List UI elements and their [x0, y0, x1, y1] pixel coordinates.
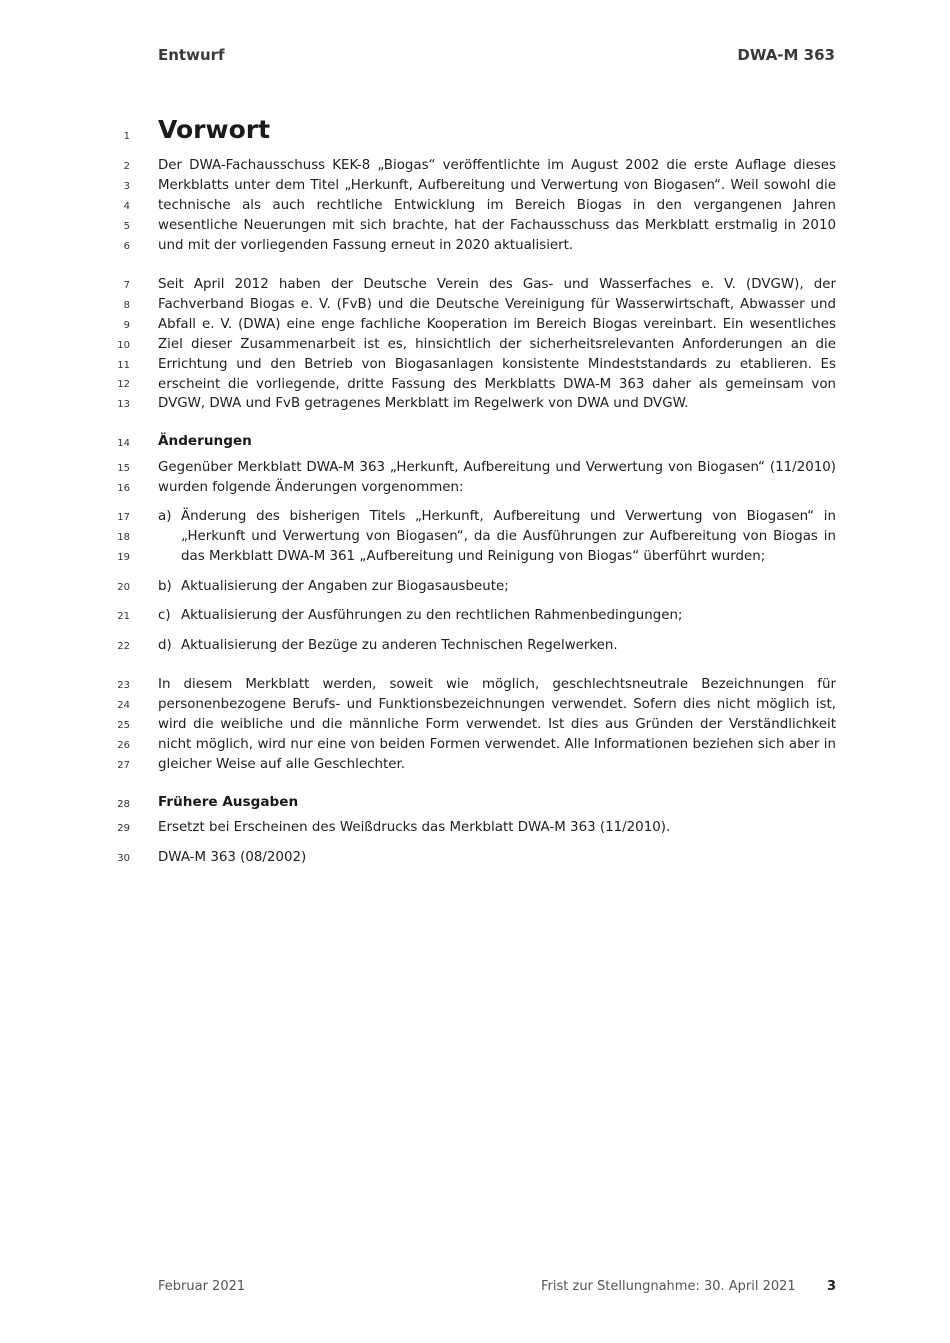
line-number: 14 [117, 438, 130, 449]
line-number: 6 [123, 241, 130, 252]
page-number: 3 [826, 1279, 836, 1294]
line-number: 1 [123, 131, 130, 142]
changes-intro: Gegenüber Merkblatt DWA-M 363 „Herkunft, Aufbereitung und Verwertung von Biogasen“ (11/2010) wurden folgende Änderungen vorgenommen: [158, 460, 836, 495]
list-item-label: b) [158, 579, 172, 594]
earlier-edition-2: DWA-M 363 (08/2002) [158, 850, 307, 865]
line-number: 26 [117, 740, 130, 751]
line-number: 28 [117, 799, 130, 810]
list-item-label: a) [158, 509, 172, 524]
line-number: 16 [117, 483, 130, 494]
list-item [158, 507, 836, 567]
line-number: 10 [117, 340, 130, 351]
page-title: Vorwort [158, 115, 271, 144]
line-number: 21 [117, 611, 130, 622]
paragraph-intro: Der DWA-Fachausschuss KEK-8 „Biogas“ veröffentlichte im August 2002 die erste Auflage dieses Merkblatts unter dem Titel „Herkunft, Aufbereitung und Verwertung von Biogasen“. Weil sowohl die technische als auch rechtliche Entwicklung im Bereich Biogas in den vergangenen Jahren wesentliche Neuerungen mit sich brachte, hat der Fachausschuss das Merkblatt erstmalig in 2010 und mit der vorliegenden Fassung erneut in 2020 aktualisiert. [158, 158, 836, 253]
line-number: 15 [117, 463, 130, 474]
line-number: 4 [123, 201, 130, 212]
line-number: 5 [123, 221, 130, 232]
line-number: 7 [123, 280, 130, 291]
line-number: 19 [117, 552, 130, 563]
earlier-edition-1: Ersetzt bei Erscheinen des Weißdrucks das Merkblatt DWA-M 363 (11/2010). [158, 820, 671, 835]
list-item-text: Aktualisierung der Ausführungen zu den rechtlichen Rahmenbedingungen; [181, 608, 683, 623]
list-item-text: Aktualisierung der Bezüge zu anderen Technischen Regelwerken. [181, 638, 618, 653]
line-number: 13 [117, 399, 130, 410]
line-number: 18 [117, 532, 130, 543]
line-number: 20 [117, 582, 130, 593]
header-document-id: DWA-M 363 [737, 46, 835, 64]
line-number: 22 [117, 641, 130, 652]
paragraph-cooperation: Seit April 2012 haben der Deutsche Verein des Gas- und Wasserfaches e. V. (DVGW), der Fachverband Biogas e. V. (FvB) und die Deutsche Vereinigung für Wasserwirtschaft, Abwasser und Abfall e. V. (DWA) eine enge fachliche Kooperation im Bereich Biogas vereinbart. Ein wesentliches Ziel dieser Zusammenarbeit ist es, hinsichtlich der sicherheitsrelevanten Anforderungen an die Errichtung und den Betrieb von Biogasanlagen konsistente Mindeststandards zu etablieren. Es erscheint die vorliegende, dritte Fassung des Merkblatts DWA-M 363 daher als gemeinsam von DVGW, DWA und FvB getragenes Merkblatt im Regelwerk von DWA und DVGW. [158, 277, 836, 412]
line-number: 29 [117, 823, 130, 834]
header-draft-label: Entwurf [158, 46, 225, 64]
list-item [158, 636, 836, 656]
list-item-text: Änderung des bisherigen Titels „Herkunft, Aufbereitung und Verwertung von Biogasen“ in „Herkunft und Verwertung von Biogasen“, da die Ausführungen zur Aufbereitung von Biogas in das Merkblatt DWA-M 361 „Aufbereitung und Reinigung von Biogas“ überführt wurden; [181, 509, 836, 564]
footer-deadline: Frist zur Stellungnahme: 30. April 2021 [541, 1279, 796, 1294]
paragraph-gender-neutral: In diesem Merkblatt werden, soweit wie möglich, geschlechtsneutrale Bezeichnungen für personenbezogene Berufs- und Funktionsbezeichnungen verwendet. Sofern dies nicht möglich ist, wird die weibliche und die männliche Form verwendet. Ist dies aus Gründen der Verständlichkeit nicht möglich, wird nur eine von beiden Formen verwendet. Alle Informationen beziehen sich aber in gleicher Weise auf alle Geschlechter. [158, 677, 836, 772]
changes-heading: Änderungen [158, 433, 252, 449]
list-item [158, 577, 836, 597]
line-number: 3 [123, 181, 130, 192]
line-number: 27 [117, 760, 130, 771]
list-item-text: Aktualisierung der Angaben zur Biogasausbeute; [181, 579, 509, 594]
line-number: 11 [117, 360, 130, 371]
footer-date: Februar 2021 [158, 1279, 246, 1294]
list-item [158, 606, 836, 626]
line-number: 23 [117, 680, 130, 691]
line-number: 12 [117, 379, 130, 390]
list-item-label: d) [158, 638, 172, 653]
earlier-editions-heading: Frühere Ausgaben [158, 794, 299, 810]
line-number: 25 [117, 720, 130, 731]
line-number: 17 [117, 512, 130, 523]
list-item-label: c) [158, 608, 171, 623]
line-number: 8 [123, 300, 130, 311]
line-number: 2 [123, 161, 130, 172]
line-number: 30 [117, 853, 130, 864]
line-number: 9 [123, 320, 130, 331]
line-number: 24 [117, 700, 130, 711]
